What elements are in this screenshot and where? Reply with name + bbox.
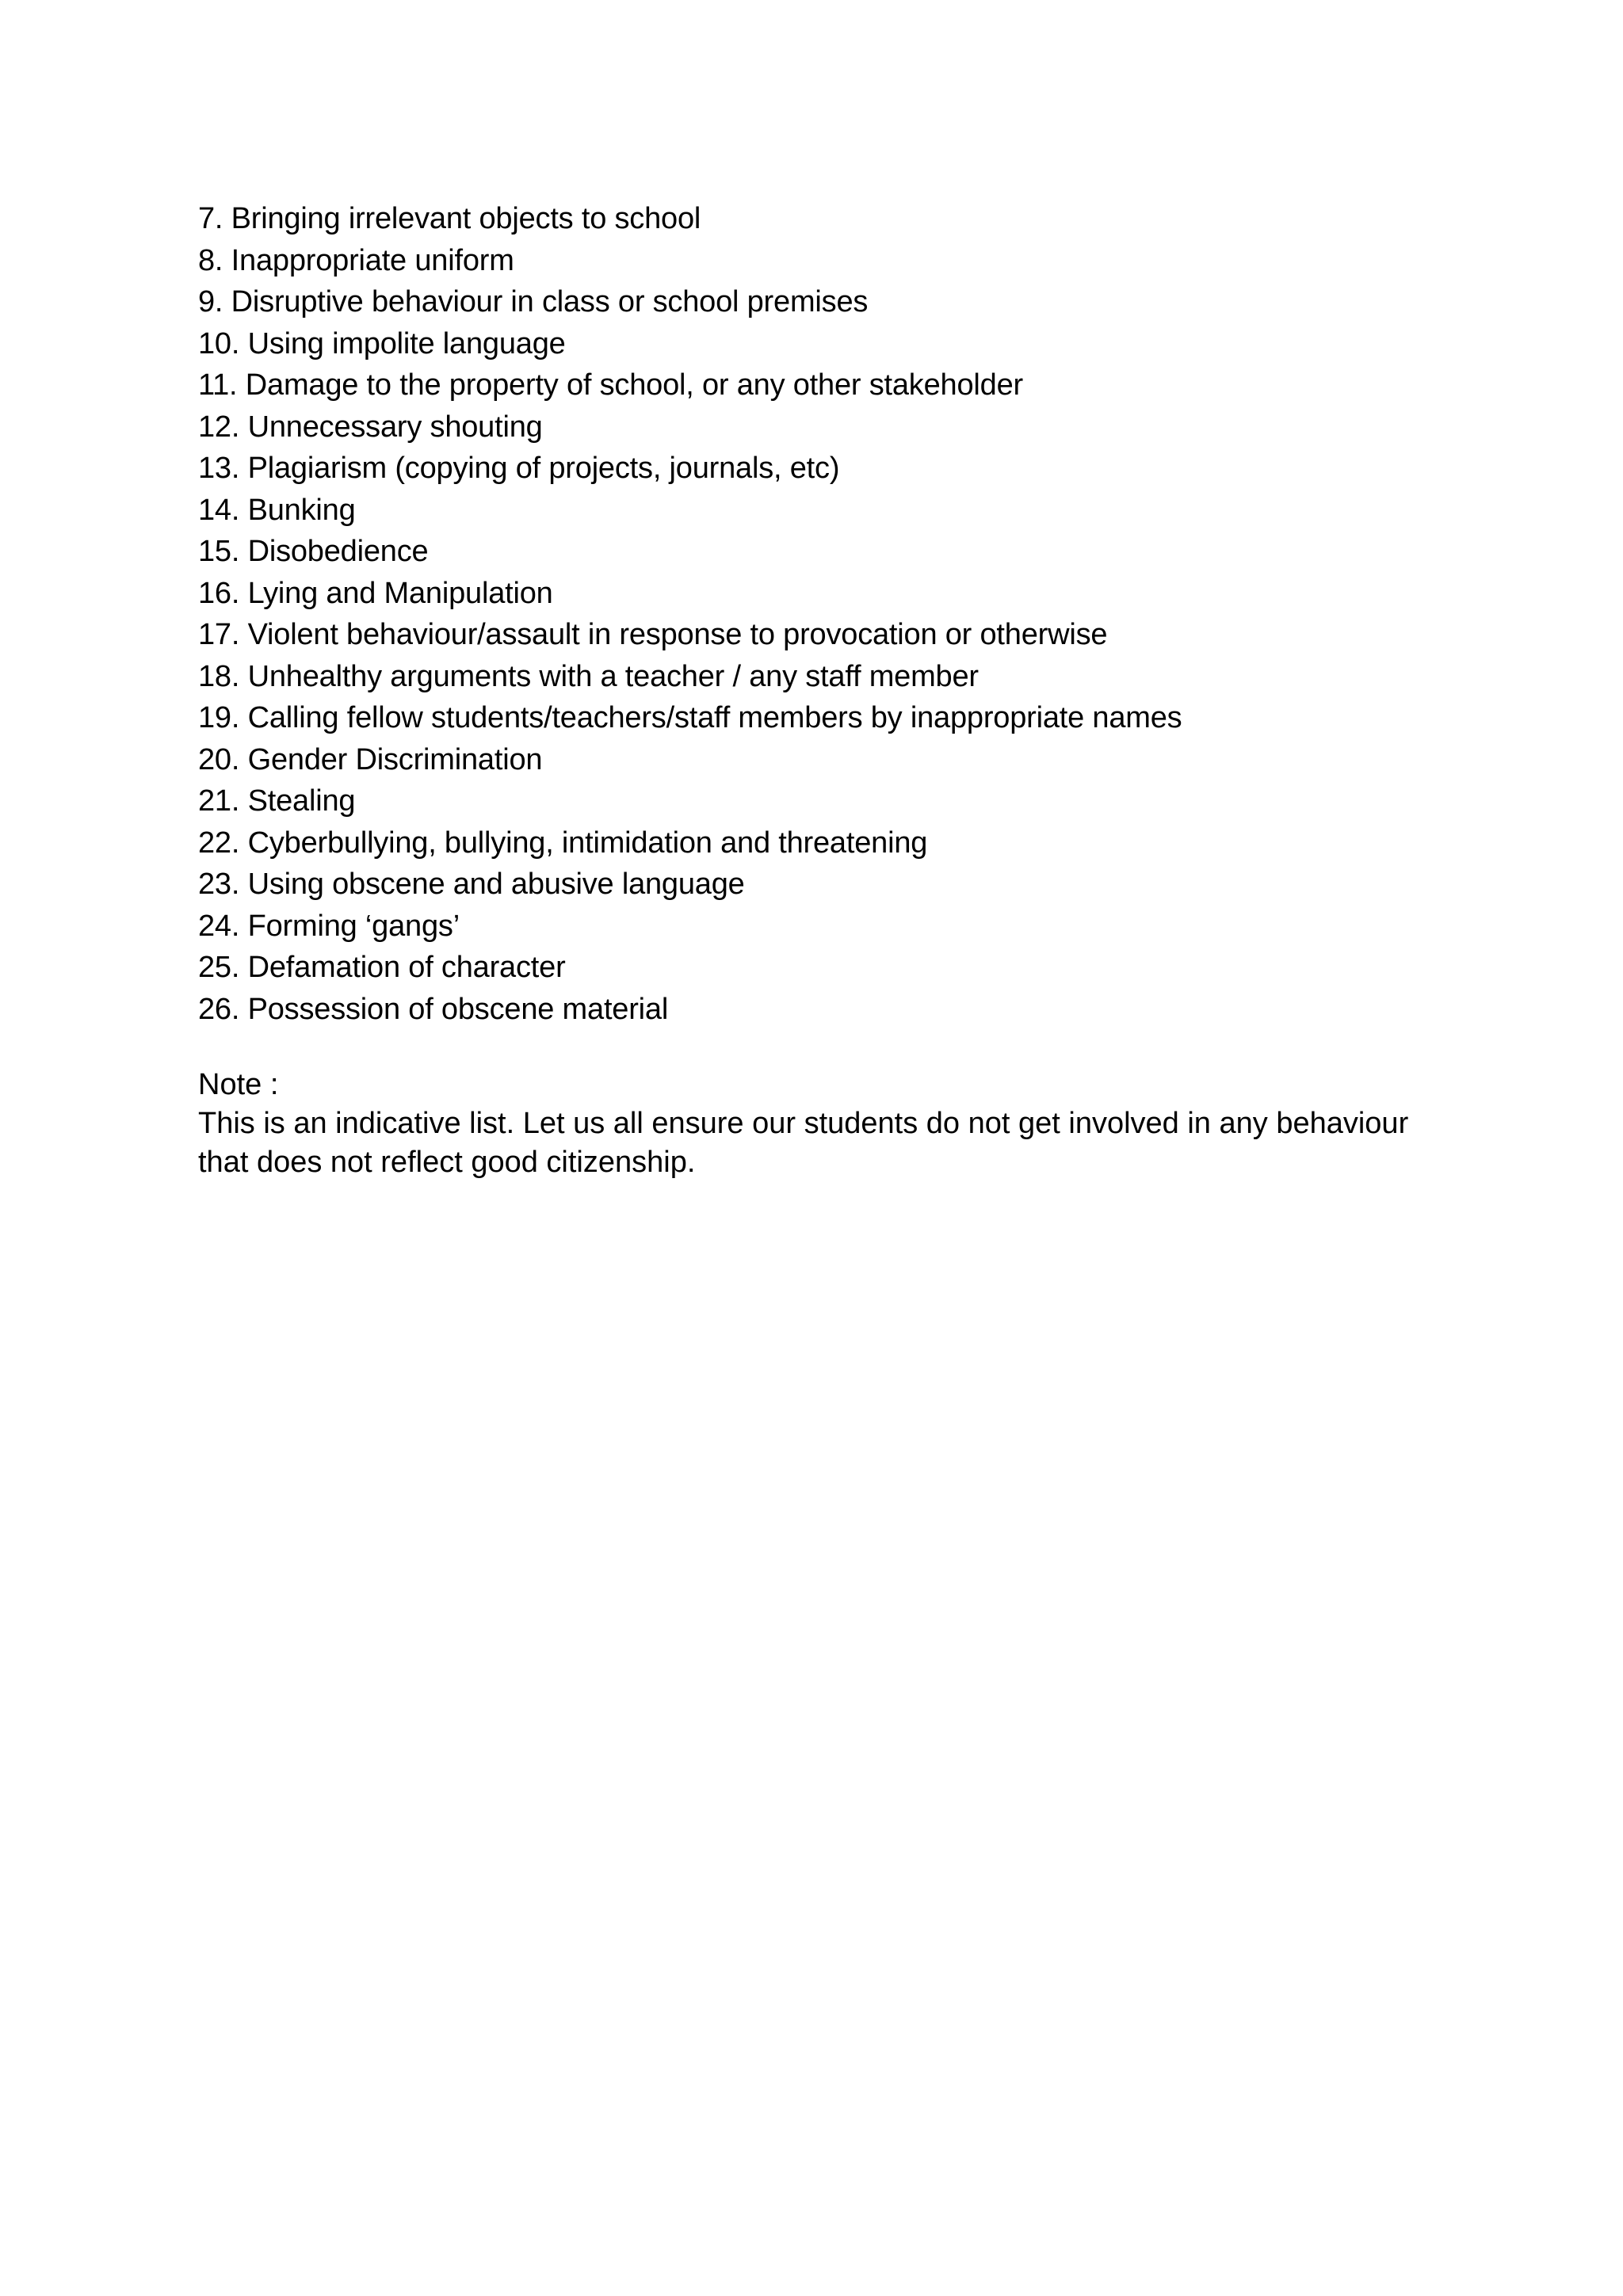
item-number: 7. (198, 202, 223, 235)
list-item (198, 490, 1434, 532)
item-number: 26. (198, 992, 240, 1026)
item-number: 16. (198, 576, 240, 610)
list-item (198, 656, 1434, 698)
list-item (198, 906, 1434, 948)
item-number: 12. (198, 410, 240, 444)
behaviour-list (198, 198, 1434, 1030)
list-item (198, 780, 1434, 822)
note-section (198, 1066, 1434, 1182)
list-item (198, 240, 1434, 282)
item-text: Violent behaviour/assault in response to provocation or otherwise (247, 618, 1108, 651)
item-number: 21. (198, 784, 240, 818)
item-number: 10. (198, 326, 240, 360)
item-text: Damage to the property of school, or any other stakeholder (245, 368, 1023, 402)
list-item (198, 739, 1434, 781)
note-paragraph: This is an indicative list. Let us all ensure our students do not get involved in any behaviour that does not reflect good citizenship. (198, 1107, 1409, 1179)
page-content (198, 198, 1434, 1182)
item-text: Bringing irrelevant objects to school (231, 202, 701, 235)
item-text: Possession of obscene material (247, 992, 669, 1026)
item-text: Cyberbullying, bullying, intimidation and threatening (247, 826, 928, 860)
list-item (198, 614, 1434, 656)
item-number: 17. (198, 618, 240, 651)
item-text: Using obscene and abusive language (247, 868, 745, 901)
item-text: Stealing (247, 784, 356, 818)
item-number: 15. (198, 535, 240, 568)
item-number: 22. (198, 826, 240, 860)
item-number: 9. (198, 285, 223, 318)
item-number: 11. (198, 368, 238, 402)
list-item (198, 364, 1434, 406)
item-text: Unnecessary shouting (247, 410, 543, 444)
item-text: Inappropriate uniform (231, 243, 514, 277)
list-item (198, 697, 1434, 739)
item-number: 8. (198, 243, 223, 277)
item-text: Plagiarism (copying of projects, journals, etc) (247, 452, 840, 485)
item-number: 20. (198, 742, 240, 776)
item-number: 19. (198, 701, 240, 734)
list-item (198, 448, 1434, 490)
item-number: 13. (198, 452, 240, 485)
note-heading: Note : (198, 1068, 279, 1101)
list-item (198, 947, 1434, 989)
list-item (198, 406, 1434, 448)
list-item (198, 864, 1434, 906)
item-text: Disruptive behaviour in class or school premises (231, 285, 869, 318)
list-item (198, 531, 1434, 573)
item-text: Defamation of character (247, 951, 566, 984)
item-text: Bunking (247, 493, 356, 527)
item-number: 14. (198, 493, 240, 527)
item-text: Disobedience (247, 535, 429, 568)
list-item (198, 822, 1434, 864)
list-item (198, 198, 1434, 240)
item-text: Unhealthy arguments with a teacher / any staff member (247, 659, 979, 693)
list-item (198, 989, 1434, 1031)
item-text: Lying and Manipulation (247, 576, 553, 610)
item-text: Using impolite language (247, 326, 566, 360)
item-text: Calling fellow students/teachers/staff members by inappropriate names (247, 701, 1182, 734)
list-item (198, 573, 1434, 615)
item-number: 25. (198, 951, 240, 984)
item-text: Gender Discrimination (247, 742, 543, 776)
list-item (198, 281, 1434, 323)
item-text: Forming ‘gangs’ (247, 909, 460, 943)
item-number: 24. (198, 909, 240, 943)
list-item (198, 323, 1434, 365)
item-number: 18. (198, 659, 240, 693)
item-number: 23. (198, 868, 240, 901)
